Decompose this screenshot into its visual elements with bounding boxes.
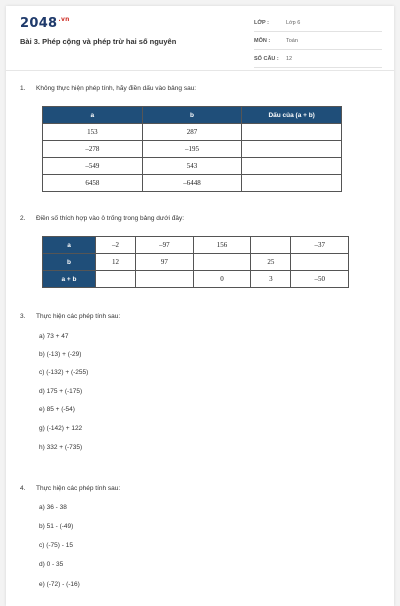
answer-cell[interactable] [251, 237, 291, 254]
exercise-item: b) 51 - (-49) [39, 523, 74, 530]
answer-cell[interactable] [242, 175, 342, 192]
meta-value: Toán [286, 38, 298, 44]
exercise-item: c) (-75) - 15 [39, 542, 73, 549]
table-cell: 156 [193, 237, 251, 254]
exercise-item: b) (-13) + (-29) [39, 351, 82, 358]
exercise-item: d) 175 + (-175) [39, 388, 83, 395]
row-label-b: b [43, 254, 96, 271]
question-3 [20, 313, 120, 320]
question-text: Không thực hiện phép tính, hãy điền dấu vào bảng sau: [36, 85, 197, 92]
exercise-item: g) (-142) + 122 [39, 425, 83, 432]
column-header-sign: Dấu của (a + b) [242, 107, 342, 124]
question-4 [20, 485, 120, 492]
answer-cell[interactable] [96, 271, 136, 288]
question-text: Điền số thích hợp vào ô trống trong bảng dưới đây: [36, 215, 185, 222]
question-number: 3. [20, 313, 26, 320]
meta-label: MÔN : [254, 38, 271, 44]
table-cell: –549 [43, 158, 143, 175]
fill-in-table [42, 236, 349, 288]
row-label-sum: a + b [43, 271, 96, 288]
table-row-b [43, 254, 349, 271]
exercise-item: a) 73 + 47 [39, 333, 69, 340]
table-cell: 287 [142, 124, 242, 141]
table-cell: –6448 [142, 175, 242, 192]
meta-label: LỚP : [254, 20, 269, 26]
meta-row-count [254, 52, 382, 68]
lesson-title: Bài 3. Phép cộng và phép trừ hai số nguyên [20, 37, 177, 46]
meta-row-subject [254, 34, 382, 50]
answer-cell[interactable] [136, 271, 194, 288]
table-cell: –50 [291, 271, 349, 288]
table-header-row [43, 107, 342, 124]
table-row-a [43, 237, 349, 254]
question-2 [20, 215, 184, 222]
meta-row-class [254, 16, 382, 32]
exercise-item: h) 332 + (-735) [39, 444, 83, 451]
table-row [43, 124, 342, 141]
column-header-b: b [142, 107, 242, 124]
table-row [43, 158, 342, 175]
answer-cell[interactable] [242, 141, 342, 158]
worksheet-header [6, 6, 394, 68]
answer-cell[interactable] [242, 158, 342, 175]
exercise-item: d) 0 - 35 [39, 561, 64, 568]
table-row [43, 141, 342, 158]
meta-value: 12 [286, 56, 293, 62]
table-cell: –278 [43, 141, 143, 158]
answer-cell[interactable] [291, 254, 349, 271]
header-divider [6, 70, 394, 71]
question-text: Thực hiện các phép tính sau: [36, 485, 121, 492]
exercise-item: e) (-72) - (-16) [39, 581, 80, 588]
question-text: Thực hiện các phép tính sau: [36, 313, 121, 320]
question-number: 2. [20, 215, 26, 222]
question-number: 1. [20, 85, 26, 92]
exercise-item: c) (-132) + (-255) [39, 369, 89, 376]
meta-label: SỐ CÂU : [254, 56, 279, 62]
answer-cell[interactable] [193, 254, 251, 271]
table-cell: 12 [96, 254, 136, 271]
exercise-item: e) 85 + (-54) [39, 406, 75, 413]
table-cell: 6458 [43, 175, 143, 192]
worksheet-meta [254, 16, 382, 70]
table-cell: –2 [96, 237, 136, 254]
answer-cell[interactable] [242, 124, 342, 141]
table-cell: 25 [251, 254, 291, 271]
table-cell: 0 [193, 271, 251, 288]
meta-value: Lớp 6 [286, 20, 301, 26]
logo-text: 2048 [20, 16, 58, 31]
column-header-a: a [43, 107, 143, 124]
table-cell: 97 [136, 254, 194, 271]
row-label-a: a [43, 237, 96, 254]
table-cell: –97 [136, 237, 194, 254]
logo-suffix: .vn [58, 16, 70, 23]
table-cell: 3 [251, 271, 291, 288]
table-cell: 543 [142, 158, 242, 175]
question-1 [20, 85, 196, 92]
exercise-item: a) 36 - 38 [39, 504, 67, 511]
table-cell: –195 [142, 141, 242, 158]
table-cell: 153 [43, 124, 143, 141]
sign-table [42, 106, 342, 192]
site-logo[interactable] [20, 16, 70, 31]
question-number: 4. [20, 485, 26, 492]
worksheet-page [6, 6, 394, 606]
table-row [43, 175, 342, 192]
table-row-sum [43, 271, 349, 288]
table-cell: –37 [291, 237, 349, 254]
